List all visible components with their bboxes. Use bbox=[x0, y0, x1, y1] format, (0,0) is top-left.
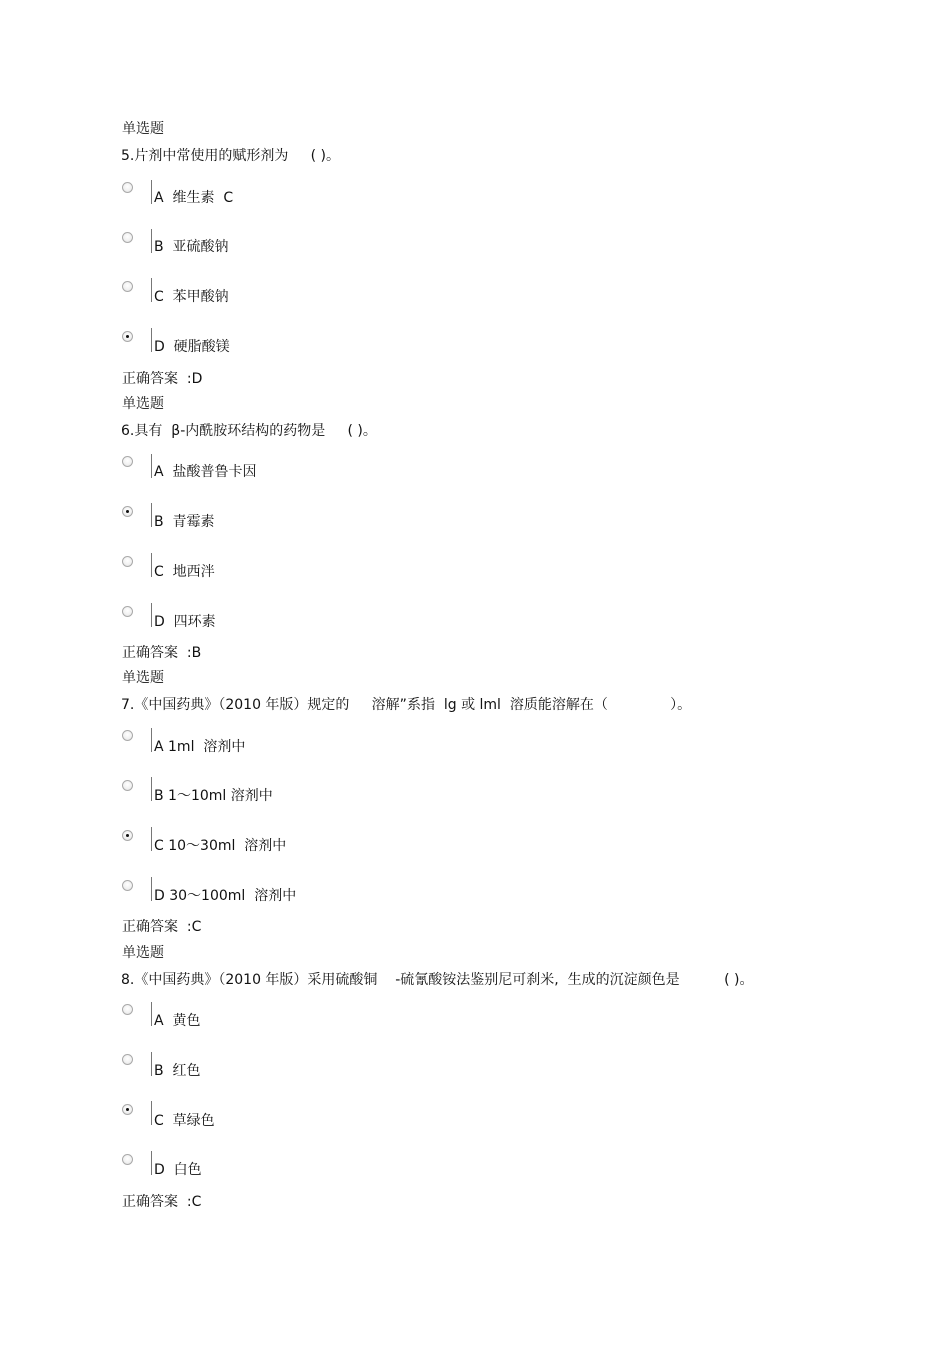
option-label[interactable]: B 青霉素 bbox=[154, 514, 215, 530]
option-label[interactable]: A 维生素 C bbox=[154, 190, 234, 206]
option-radio[interactable] bbox=[122, 232, 133, 243]
option-divider bbox=[151, 877, 152, 901]
option-radio[interactable] bbox=[122, 730, 133, 741]
radio-dot-icon bbox=[126, 335, 129, 338]
option-radio[interactable] bbox=[122, 556, 133, 567]
option-label[interactable]: A 黄色 bbox=[154, 1013, 201, 1029]
option-label[interactable]: C 地西泮 bbox=[154, 564, 215, 580]
option-radio[interactable] bbox=[122, 331, 133, 342]
option-radio[interactable] bbox=[122, 830, 133, 841]
option-radio[interactable] bbox=[122, 182, 133, 193]
option-divider bbox=[151, 1052, 152, 1076]
option-label[interactable]: C 草绿色 bbox=[154, 1113, 215, 1129]
option-label[interactable]: D 硬脂酸镁 bbox=[154, 339, 230, 355]
option-label[interactable]: C 10～30ml 溶剂中 bbox=[154, 838, 287, 854]
option-divider bbox=[151, 229, 152, 253]
option-divider bbox=[151, 278, 152, 302]
question-text: 7.《中国药典》（2010 年版）规定的 溶解”系指 lg 或 lml 溶质能溶解在（ ）。 bbox=[121, 697, 692, 713]
option-label[interactable]: D 四环素 bbox=[154, 614, 216, 630]
option-radio[interactable] bbox=[122, 606, 133, 617]
option-radio[interactable] bbox=[122, 1154, 133, 1165]
option-divider bbox=[151, 603, 152, 627]
option-label[interactable]: D 30～100ml 溶剂中 bbox=[154, 888, 297, 904]
option-divider bbox=[151, 553, 152, 577]
option-divider bbox=[151, 777, 152, 801]
question-type: 单选题 bbox=[122, 670, 164, 686]
option-divider bbox=[151, 180, 152, 204]
option-divider bbox=[151, 827, 152, 851]
option-label[interactable]: A 盐酸普鲁卡因 bbox=[154, 464, 257, 480]
option-label[interactable]: C 苯甲酸钠 bbox=[154, 289, 229, 305]
option-divider bbox=[151, 1101, 152, 1125]
radio-dot-icon bbox=[126, 510, 129, 513]
option-radio[interactable] bbox=[122, 1004, 133, 1015]
correct-answer: 正确答案 :B bbox=[122, 645, 202, 661]
option-label[interactable]: B 亚硫酸钠 bbox=[154, 239, 229, 255]
option-radio[interactable] bbox=[122, 1104, 133, 1115]
option-divider bbox=[151, 454, 152, 478]
option-divider bbox=[151, 503, 152, 527]
option-radio[interactable] bbox=[122, 780, 133, 791]
radio-dot-icon bbox=[126, 834, 129, 837]
correct-answer: 正确答案 :C bbox=[122, 1194, 202, 1210]
option-divider bbox=[151, 1151, 152, 1175]
correct-answer: 正确答案 :C bbox=[122, 919, 202, 935]
option-divider bbox=[151, 1002, 152, 1026]
option-label[interactable]: B 1～10ml 溶剂中 bbox=[154, 788, 273, 804]
correct-answer: 正确答案 :D bbox=[122, 371, 203, 387]
question-type: 单选题 bbox=[122, 121, 164, 137]
question-text: 8.《中国药典》（2010 年版）采用硫酸铜 -硫氰酸铵法鉴别尼可刹米, 生成的沉淀颜色是 ( )。 bbox=[121, 972, 754, 988]
question-text: 5.片剂中常使用的赋形剂为 ( )。 bbox=[121, 148, 340, 164]
option-label[interactable]: B 红色 bbox=[154, 1063, 201, 1079]
option-radio[interactable] bbox=[122, 1054, 133, 1065]
question-text: 6.具有 β-内酰胺环结构的药物是 ( )。 bbox=[121, 423, 377, 439]
option-divider bbox=[151, 728, 152, 752]
question-type: 单选题 bbox=[122, 945, 164, 961]
question-type: 单选题 bbox=[122, 396, 164, 412]
option-divider bbox=[151, 328, 152, 352]
option-label[interactable]: A 1ml 溶剂中 bbox=[154, 739, 246, 755]
option-radio[interactable] bbox=[122, 281, 133, 292]
radio-dot-icon bbox=[126, 1108, 129, 1111]
option-radio[interactable] bbox=[122, 880, 133, 891]
option-radio[interactable] bbox=[122, 456, 133, 467]
option-label[interactable]: D 白色 bbox=[154, 1162, 202, 1178]
option-radio[interactable] bbox=[122, 506, 133, 517]
